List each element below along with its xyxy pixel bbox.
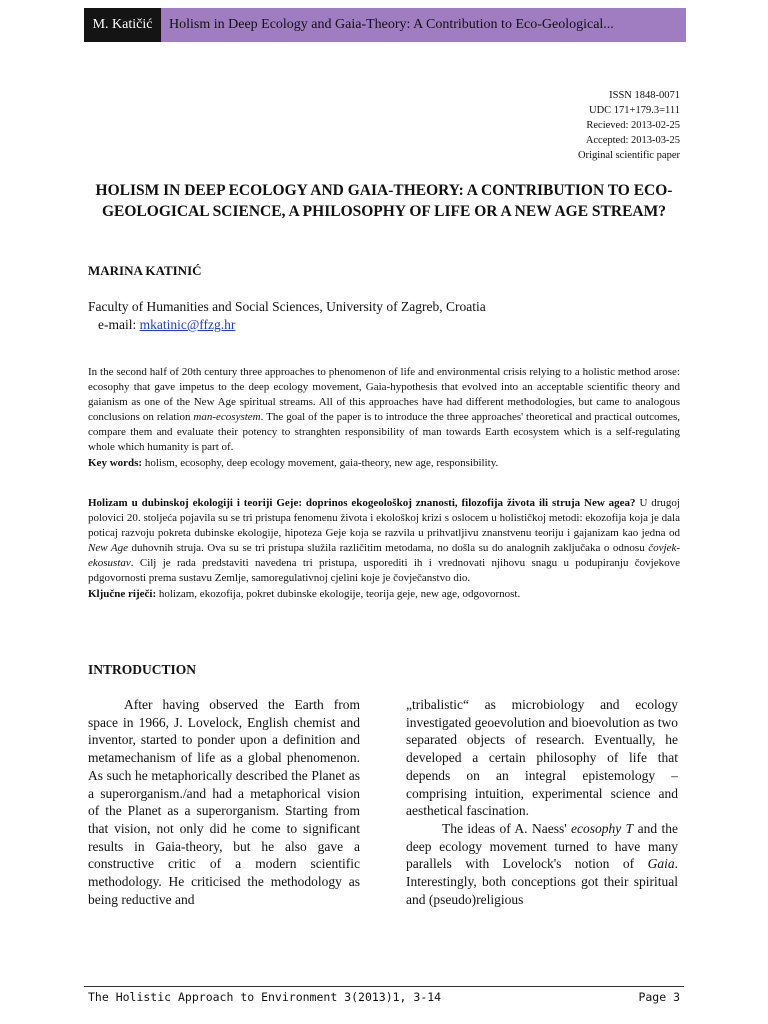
- intro-left-column: [88, 696, 360, 908]
- abstract-en-part2: . The goal of the paper is to introduce the three approaches' theoretical and practical outcomes, compare them and evaluate their potency to stranghten responsibility of man towards Earth ecosystem which is a self-regulating whole which humanity is part of.: [88, 411, 680, 454]
- affiliation: Faculty of Humanities and Social Sciences, University of Zagreb, Croatia: [88, 299, 486, 314]
- keywords-en: [88, 456, 680, 471]
- affiliation-block: [88, 298, 486, 334]
- author-name: MARINA KATINIĆ: [88, 263, 202, 278]
- page-footer: [88, 990, 680, 1004]
- abstract-hr-title: Holizam u dubinskoj ekologiji i teoriji Geje: doprinos ekogeološkoj znanosti, filozofija života ili struja New agea?: [88, 497, 636, 509]
- issn: ISSN 1848-0071: [609, 90, 680, 101]
- intro-right-italic1: ecosophy T: [571, 820, 634, 836]
- footer-page: Page 3: [638, 990, 680, 1004]
- keywords-hr: [88, 587, 680, 602]
- section-heading-introduction: INTRODUCTION: [88, 662, 197, 677]
- footer-divider: [84, 986, 684, 987]
- abstract-croatian: [88, 496, 680, 602]
- running-header: [84, 8, 686, 42]
- header-author: M. Katičić: [84, 8, 161, 42]
- paper-type: Original scientific paper: [577, 150, 680, 161]
- abstract-en-part1: In the second half of 20th century three approaches to phenomenon of life and environmental crisis relying to a holistic method arose: ecosophy that gave impetus to the deep ecology movement, Gaia-hypothesis that evolved into an acceptable scientific theory and gaianism as one of the New Age spiritual streams. All of this approaches have had different methodologies, but came to analogous conclusions on relation: [88, 366, 680, 424]
- intro-right-italic2: Gaia: [647, 856, 675, 872]
- footer-journal: The Holistic Approach to Environment 3(2013)1, 3-14: [88, 990, 442, 1004]
- abstract-hr-part1: U drugoj polovici 20. stoljeća pojavila su se tri pristupa fenomenu života i ekološkoj krizi s oslocem u holističkoj metodi: ekozofija koja je dala poticaj razvoju pokreta dubinske ekologije, hipoteza Geje koja se razvila u prihvatljivu znanstvenu teoriju i gajanizam kao jedna od: [88, 497, 680, 540]
- abstract-en-text: [88, 365, 680, 456]
- intro-right-text2c: . Interestingly, both conceptions got their spiritual and (pseudo)religious: [406, 856, 678, 907]
- udc: UDC 171+179.3=111: [589, 105, 680, 116]
- paper-metadata: [578, 88, 680, 163]
- accepted-date: Accepted: 2013-03-25: [585, 135, 680, 146]
- keywords-en-label: Key words:: [88, 456, 143, 469]
- paper-title: HOLISM IN DEEP ECOLOGY AND GAIA-THEORY: A CONTRIBUTION TO ECO-GEOLOGICAL SCIENCE, A PHILOSOPHY OF LIFE OR A NEW AGE STREAM?: [95, 182, 673, 220]
- abstract-hr-italic2: čovjek-ekosustav: [88, 542, 680, 570]
- keywords-en-list: holism, ecosophy, deep ecology movement, gaia-theory, new age, responsibility.: [142, 456, 499, 469]
- abstract-en-italic: man-ecosystem: [193, 411, 261, 424]
- abstract-english: [88, 365, 680, 471]
- intro-right-text2a: The ideas of A. Naess': [442, 820, 572, 836]
- abstract-hr-italic1: New Age: [88, 542, 128, 555]
- intro-right-text1: „tribalistic“ as microbiology and ecology investigated geoevolution and bioevolution as two separated objects of research. Eventually, he developed a certain philosophy of life that depends on an integral epistemology – comprising intuition, experimental science and aesthetical fascination.: [406, 697, 678, 819]
- email-label: e-mail:: [98, 317, 137, 332]
- abstract-hr-part3: . Cilj je rada predstaviti navedena tri pristupa, usporediti ih i vrednovati njihovu snagu u podupiranju čovjekove pdgovornosti prema sustavu Zemlje, samoregulativnoj cjelini koje je čovječanstvo dio.: [88, 557, 680, 585]
- received-date: Recieved: 2013-02-25: [586, 120, 680, 131]
- email-link[interactable]: mkatinic@ffzg.hr: [139, 317, 236, 332]
- abstract-hr-text: [88, 496, 680, 587]
- intro-left-text: After having observed the Earth from space in 1966, J. Lovelock, English chemist and inventor, started to ponder upon a definition and metamechanism of life as a global phenomenon. As such he metaphorically described the Planet as a superorganism./and had a metaphorical vision of the Planet as a superorganism. Starting from that vision, not only did he come to significant results in Gaia-theory, but he also gave a constructive critic of a modern scientific methodology. He criticised the methodology as being reductive and: [88, 697, 360, 907]
- header-title: Holism in Deep Ecology and Gaia-Theory: A Contribution to Eco-Geological...: [161, 8, 686, 42]
- keywords-hr-label: Ključne riječi:: [88, 587, 157, 600]
- abstract-hr-part2: duhovnih struja. Ova su se tri pristupa služila različitim metodama, no došla su do analognih zaključaka o odnosu: [127, 542, 649, 555]
- intro-right-column: [406, 696, 678, 908]
- intro-right-text2b: and the deep ecology movement turned to have many parallels with Lovelock's notion of: [406, 820, 678, 872]
- email-line: [88, 316, 486, 334]
- keywords-hr-list: holizam, ekozofija, pokret dubinske ekologije, teorija geje, new age, odgovornost.: [156, 587, 521, 600]
